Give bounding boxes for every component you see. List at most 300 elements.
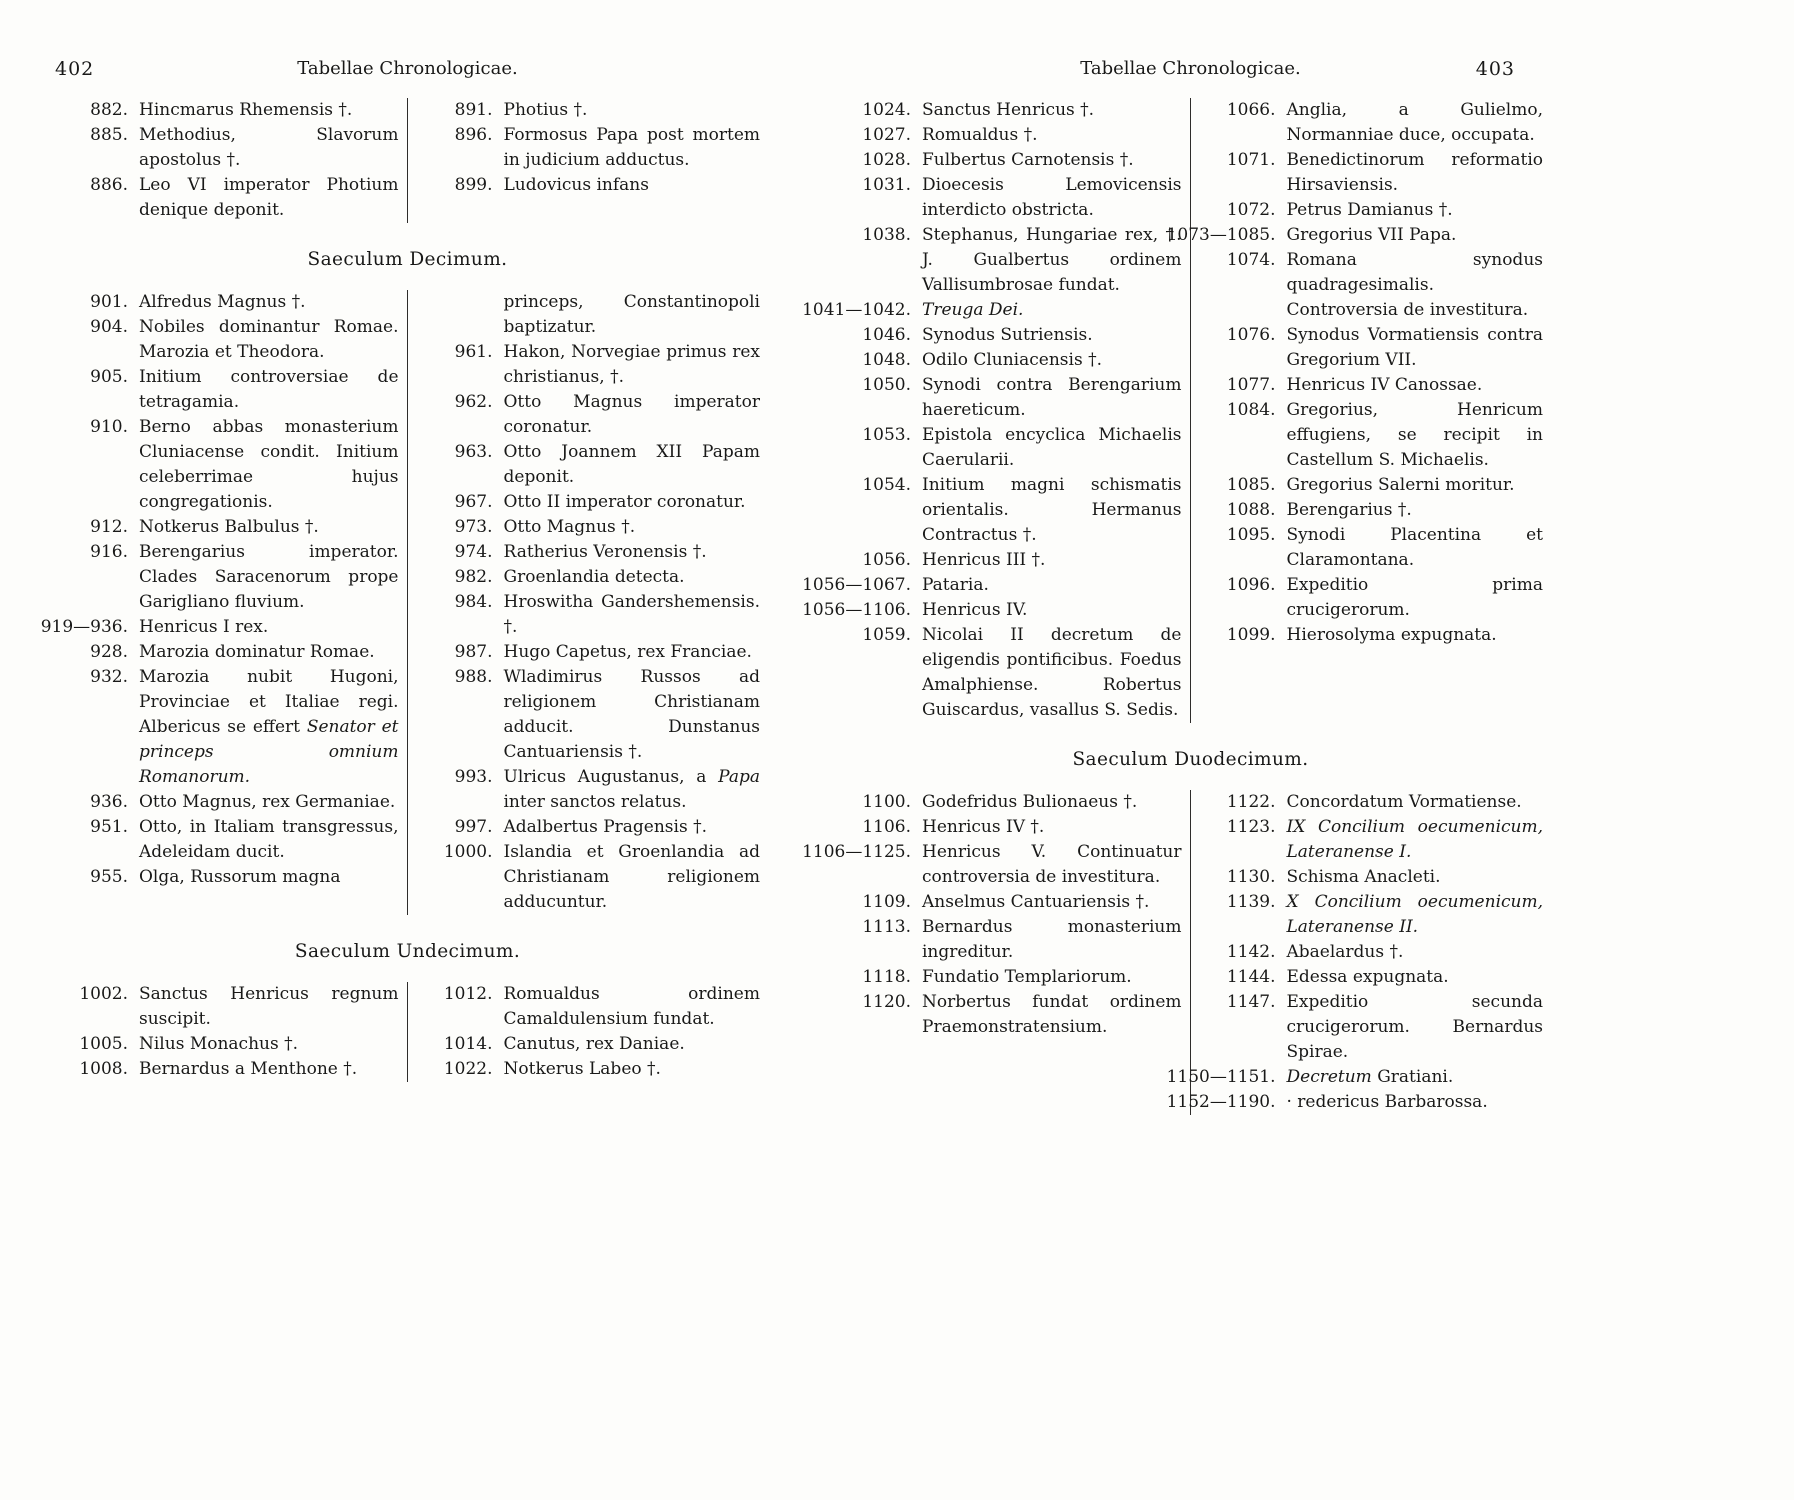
entry-year-cell <box>55 815 139 865</box>
entry-text <box>139 290 399 315</box>
entry-year: 1072. <box>1226 200 1276 220</box>
entry-year: 1144. <box>1226 967 1276 987</box>
column-left <box>802 790 1191 1115</box>
entry-text <box>504 290 761 340</box>
entry-text <box>139 790 399 815</box>
entry-year-cell <box>1203 965 1287 990</box>
entry-text-segment: Otto II imperator coronatur. <box>503 492 746 512</box>
entry-text <box>504 440 761 490</box>
entry-year: 932. <box>90 667 128 687</box>
entry-text <box>1287 890 1544 940</box>
entry-text-segment: Anglia, a Gulielmo, Normanniae duce, occupata. <box>1286 100 1543 145</box>
entry-text <box>504 540 761 565</box>
entry-text <box>1287 373 1544 398</box>
entry <box>838 790 1182 815</box>
section <box>55 941 760 1082</box>
entry <box>420 590 761 640</box>
entry-text <box>139 815 399 865</box>
entry-year: 1106. <box>862 817 911 837</box>
page-402 <box>40 58 760 1082</box>
entry-text-segment: Synodi Placentina et Claramontana. <box>1286 525 1543 570</box>
entry <box>420 440 761 490</box>
entry-year-cell <box>838 223 922 298</box>
entry-text <box>504 565 761 590</box>
entry-year-cell <box>420 440 504 490</box>
entry <box>55 123 399 173</box>
entry-text-segment: Hincmarus Rhemensis †. <box>139 100 353 120</box>
entry <box>40 615 399 640</box>
entry-text <box>922 623 1182 723</box>
entry <box>838 148 1182 173</box>
entry-text-segment: Sanctus Henricus †. <box>922 100 1095 120</box>
entry-text-segment: Methodius, Slavorum apostolus †. <box>139 125 399 170</box>
entry-text-segment: Marozia nubit Hugoni, Provinciae et Italiae regi. Albericus se effert <box>139 667 399 737</box>
entry-text-segment: Gratiani. <box>1371 1067 1454 1087</box>
entry-text <box>922 348 1182 373</box>
entry-year-cell <box>420 540 504 565</box>
entry-text <box>504 982 761 1032</box>
section-columns <box>55 98 760 223</box>
entry-text <box>139 540 399 615</box>
entry-year-cell <box>1166 223 1287 248</box>
entry <box>838 890 1182 915</box>
entry-year: 910. <box>90 417 128 437</box>
entry-text <box>1287 398 1544 473</box>
entry-year: 1048. <box>862 350 911 370</box>
entry-text <box>504 665 761 765</box>
entry-text-segment: Pataria. <box>922 575 989 595</box>
entry-year-cell <box>55 315 139 365</box>
entry-year-cell <box>420 840 504 915</box>
entry-text <box>1287 573 1544 623</box>
entry-text-segment: · redericus Barbarossa. <box>1286 1092 1488 1112</box>
section-columns <box>40 290 760 915</box>
entry <box>1203 398 1544 473</box>
entry-year-cell <box>420 290 504 340</box>
entry-text-italic: Decretum <box>1286 1067 1372 1087</box>
entry-year-cell <box>1203 573 1287 623</box>
entry-text <box>504 490 761 515</box>
page-number: 402 <box>55 58 95 80</box>
entry-text <box>1287 990 1544 1065</box>
entry-year-cell <box>802 598 922 623</box>
entry-text-segment: Bernardus monasterium ingreditur. <box>922 917 1182 962</box>
entry-text-segment: Initium magni schismatis orientalis. Hermanus Contractus †. <box>922 475 1182 545</box>
entry-year-cell <box>838 790 922 815</box>
entry-text <box>139 982 399 1032</box>
entry-year: 984. <box>454 592 493 612</box>
entry-year: 1008. <box>79 1059 128 1079</box>
entry-year: 962. <box>454 392 493 412</box>
entry <box>802 598 1182 623</box>
entry-year: 928. <box>90 642 128 662</box>
entry-year: 885. <box>90 125 128 145</box>
entry-year: 1005. <box>79 1034 128 1054</box>
entry-text-segment: Stephanus, Hungariae rex, †. J. Gualbertus ordinem Vallisumbrosae fundat. <box>922 225 1182 295</box>
page-403 <box>802 58 1543 1115</box>
entry-text-segment: Berno abbas monasterium Cluniacense condit. Initium celeberrimae hujus congregationis. <box>139 417 399 512</box>
entry-text <box>504 640 761 665</box>
entry <box>420 565 761 590</box>
entry-text-segment: Islandia et Groenlandia ad Christianam religionem adducuntur. <box>503 842 760 912</box>
entry-year: 1059. <box>862 625 911 645</box>
entry-year: 1142. <box>1226 942 1276 962</box>
entry-text <box>1287 865 1544 890</box>
entry <box>420 515 761 540</box>
entry <box>420 540 761 565</box>
page-header <box>55 58 760 92</box>
entry-year-cell <box>838 915 922 965</box>
entry <box>838 990 1182 1040</box>
entry <box>420 765 761 815</box>
entry-year: 1095. <box>1226 525 1276 545</box>
entry-text <box>922 423 1182 473</box>
entry <box>1203 965 1544 990</box>
entry <box>55 815 399 865</box>
entry-text <box>1287 198 1544 223</box>
entry-text-segment: Initium controversiae de tetragamia. <box>139 367 399 412</box>
entry <box>55 515 399 540</box>
entry-year-cell <box>55 123 139 173</box>
entry <box>55 865 399 890</box>
entry-text <box>1287 473 1544 498</box>
entry <box>55 982 399 1032</box>
entry-year: 1056—1067. <box>802 575 911 595</box>
entry-text-segment: Gregorius VII Papa. <box>1286 225 1457 245</box>
entry <box>55 365 399 415</box>
entry-year-cell <box>1203 98 1287 148</box>
entry-year-cell <box>838 98 922 123</box>
entry <box>55 98 399 123</box>
entry-year-cell <box>55 665 139 790</box>
entry-text <box>504 1057 761 1082</box>
entry-year: 1031. <box>862 175 911 195</box>
running-title: Tabellae Chronologicae. <box>297 58 518 79</box>
entry-year: 1096. <box>1226 575 1276 595</box>
entry <box>838 373 1182 423</box>
entry-year-cell <box>420 815 504 840</box>
entry-year: 1106—1125. <box>802 842 911 862</box>
entry-year: 1002. <box>79 984 128 1004</box>
section-columns <box>55 982 760 1082</box>
entry-text <box>139 415 399 515</box>
entry-text-segment: Marozia dominatur Romae. <box>139 642 375 662</box>
entry-text-segment: Groenlandia detecta. <box>503 567 685 587</box>
entry-year: 1053. <box>862 425 911 445</box>
entry-text <box>1287 965 1544 990</box>
entry-year-cell <box>55 540 139 615</box>
entry-text-segment: Anselmus Cantuariensis †. <box>922 892 1150 912</box>
entry-year-cell <box>55 640 139 665</box>
entry-year: 961. <box>454 342 493 362</box>
entry <box>838 423 1182 473</box>
entry <box>1203 198 1544 223</box>
entry <box>1203 790 1544 815</box>
entry-year: 993. <box>454 767 493 787</box>
entry <box>1166 1090 1544 1115</box>
entry <box>420 173 761 198</box>
entry <box>420 815 761 840</box>
entry <box>1166 1065 1544 1090</box>
entry <box>1203 248 1544 323</box>
entry-year-cell <box>1203 473 1287 498</box>
entry-year-cell <box>802 840 922 890</box>
entry-year: 1071. <box>1226 150 1276 170</box>
entry-year: 1050. <box>862 375 911 395</box>
entry-year: 901. <box>90 292 128 312</box>
entry-year-cell <box>838 373 922 423</box>
entry-text-segment: Hakon, Norvegiae primus rex christianus, †. <box>503 342 760 387</box>
entry-year-cell <box>1203 865 1287 890</box>
entry-text <box>504 815 761 840</box>
entry-year-cell <box>55 290 139 315</box>
entry-year-cell <box>1203 890 1287 940</box>
entry-year-cell <box>55 173 139 223</box>
entry-text-italic: Senator et princeps omnium Romanorum. <box>139 717 399 787</box>
entry-year-cell <box>1203 523 1287 573</box>
entry-year: 1054. <box>862 475 911 495</box>
entry-text-segment: Synodus Sutriensis. <box>922 325 1093 345</box>
entry-year-cell <box>420 98 504 123</box>
entry-text <box>922 790 1182 815</box>
entry-text <box>922 840 1182 890</box>
entry-year-cell <box>55 515 139 540</box>
entry-text <box>1287 248 1544 323</box>
entry-text <box>139 665 399 790</box>
entry-year: 1038. <box>862 225 911 245</box>
entry-text <box>139 98 399 123</box>
entry-text <box>922 223 1182 298</box>
entry-text <box>1287 790 1544 815</box>
entry-year: 896. <box>454 125 493 145</box>
entry-text-segment: Alfredus Magnus †. <box>139 292 306 312</box>
entry-year: 1074. <box>1226 250 1276 270</box>
entry <box>1203 573 1544 623</box>
entry-year-cell <box>420 515 504 540</box>
entry-year: 1122. <box>1226 792 1276 812</box>
entry-text-segment: Henricus I rex. <box>139 617 269 637</box>
entry-year-cell <box>55 1057 139 1082</box>
entry-text <box>1287 523 1544 573</box>
entry-year: 1085. <box>1226 475 1276 495</box>
entry-text <box>922 990 1182 1040</box>
entry-text-segment: Norbertus fundat ordinem Praemonstratensium. <box>922 992 1182 1037</box>
entry-text-segment: Ratherius Veronensis †. <box>503 542 707 562</box>
entry-text <box>1287 223 1544 248</box>
entry-year: 1147. <box>1226 992 1276 1012</box>
entry-year: 1066. <box>1226 100 1276 120</box>
entry <box>55 415 399 515</box>
entry <box>838 323 1182 348</box>
entry <box>802 840 1182 890</box>
entry-year-cell <box>55 365 139 415</box>
entry <box>838 915 1182 965</box>
entry-year-cell <box>802 573 922 598</box>
entry-text-segment: Notkerus Labeo †. <box>503 1059 661 1079</box>
entry-text-segment: Henricus IV. <box>922 600 1028 620</box>
entry <box>838 815 1182 840</box>
entry-year-cell <box>420 123 504 173</box>
entry-year-cell <box>420 665 504 765</box>
entry-year: 951. <box>90 817 128 837</box>
entry-text-segment: Notkerus Balbulus †. <box>139 517 319 537</box>
entry-year: 1056—1106. <box>802 600 911 620</box>
entry-year: 905. <box>90 367 128 387</box>
entry-text <box>1287 940 1544 965</box>
entry-year: 1073—1085. <box>1166 225 1276 245</box>
entry-text-segment: Benedictinorum reformatio Hirsaviensis. <box>1286 150 1543 195</box>
running-title: Tabellae Chronologicae. <box>1080 58 1301 79</box>
entry-text <box>139 123 399 173</box>
entry-text-segment: Odilo Cluniacensis †. <box>922 350 1102 370</box>
entry-text-segment: Photius †. <box>503 100 588 120</box>
entry-year: 1120. <box>862 992 911 1012</box>
entry-text-italic: IX Concilium oecumenicum, Lateranense I. <box>1286 817 1543 862</box>
entry <box>55 640 399 665</box>
entry-year-cell <box>420 590 504 640</box>
entry <box>838 173 1182 223</box>
entry-text <box>922 548 1182 573</box>
entry <box>1203 498 1544 523</box>
entry-text-segment: Expeditio prima crucigerorum. <box>1286 575 1543 620</box>
entry <box>802 573 1182 598</box>
entry <box>55 1057 399 1082</box>
section-columns <box>802 790 1543 1115</box>
entry-text <box>922 123 1182 148</box>
entry-year-cell <box>420 490 504 515</box>
entry <box>1203 373 1544 398</box>
entry-year: 1024. <box>862 100 911 120</box>
entry <box>1203 815 1544 865</box>
entry <box>1203 98 1544 148</box>
entry-year-cell <box>838 990 922 1040</box>
entry-text <box>504 765 761 815</box>
entry-year-cell <box>838 423 922 473</box>
entry-text-segment: Abaelardus †. <box>1286 942 1404 962</box>
entry-text <box>1287 148 1544 198</box>
entry-text-italic: Treuga Dei. <box>922 300 1024 320</box>
entry-year-cell <box>1203 940 1287 965</box>
entry-year: 1113. <box>862 917 911 937</box>
entry-text <box>922 573 1182 598</box>
entry-text-segment: Synodus Vormatiensis contra Gregorium VII. <box>1286 325 1543 370</box>
column-right <box>1166 790 1544 1115</box>
entry-text <box>922 98 1182 123</box>
entry-text <box>922 890 1182 915</box>
entry-text <box>922 148 1182 173</box>
entry <box>55 1032 399 1057</box>
entry-year: 1022. <box>443 1059 493 1079</box>
entry-text <box>139 515 399 540</box>
entry-year-cell <box>420 173 504 198</box>
entry-year-cell <box>838 473 922 548</box>
entry-text-segment: Hugo Capetus, rex Franciae. <box>503 642 752 662</box>
entry <box>1203 523 1544 573</box>
entry-text-segment: Concordatum Vormatiense. <box>1286 792 1522 812</box>
entry-text <box>922 298 1182 323</box>
entry-text-segment: Hierosolyma expugnata. <box>1286 625 1497 645</box>
entry-year-cell <box>1203 248 1287 323</box>
entry-year-cell <box>1203 790 1287 815</box>
entry <box>802 298 1182 323</box>
entry-text-segment: Wladimirus Russos ad religionem Christianam adducit. Dunstanus Cantuariensis †. <box>503 667 760 762</box>
section <box>40 249 760 915</box>
entry <box>420 290 761 340</box>
entry-text <box>139 173 399 223</box>
entry-text-italic: Papa <box>718 767 760 787</box>
entry-year: 1077. <box>1226 375 1276 395</box>
entry <box>420 665 761 765</box>
entry-text-segment: Henricus III †. <box>922 550 1046 570</box>
entry-year: 1100. <box>862 792 911 812</box>
entry-year: 988. <box>454 667 493 687</box>
entry <box>420 1057 761 1082</box>
entry-text-segment: Otto Magnus imperator coronatur. <box>503 392 760 437</box>
entry-year-cell <box>420 1057 504 1082</box>
column-right <box>1166 98 1544 723</box>
column-left <box>55 98 408 223</box>
sections <box>802 98 1543 1115</box>
entry-text <box>139 365 399 415</box>
entry-text-segment: Formosus Papa post mortem in judicium adductus. <box>503 125 760 170</box>
entry-year: 904. <box>90 317 128 337</box>
entry <box>420 640 761 665</box>
entry-year-cell <box>1203 498 1287 523</box>
entry-text-segment: Henricus IV †. <box>922 817 1045 837</box>
entry-year: 973. <box>454 517 493 537</box>
entry-text-segment: Fulbertus Carnotensis †. <box>922 150 1134 170</box>
entry <box>420 490 761 515</box>
column-left <box>802 98 1191 723</box>
entry-year-cell <box>55 1032 139 1057</box>
entry-year-cell <box>1166 1065 1287 1090</box>
entry-text-segment: Sanctus Henricus regnum suscipit. <box>139 984 399 1029</box>
entry <box>1203 323 1544 373</box>
entry-year: 1088. <box>1226 500 1276 520</box>
entry-year-cell <box>838 348 922 373</box>
section <box>55 98 760 223</box>
section <box>802 98 1543 723</box>
entry-year: 1123. <box>1226 817 1276 837</box>
entry-text-segment: Expeditio secunda crucigerorum. Bernardus Spirae. <box>1286 992 1543 1062</box>
entry-year: 1139. <box>1226 892 1276 912</box>
section-heading: Saeculum Duodecimum. <box>1072 749 1309 770</box>
entry <box>838 348 1182 373</box>
entry-text-segment: Dioecesis Lemovicensis interdicto obstricta. <box>922 175 1182 220</box>
entry-year-cell <box>1203 990 1287 1065</box>
entry-year: 1014. <box>443 1034 493 1054</box>
column-left <box>40 290 408 915</box>
entry-year-cell <box>838 173 922 223</box>
entry <box>420 123 761 173</box>
entry-year: 974. <box>454 542 493 562</box>
entry-text <box>1287 623 1544 648</box>
entry-text <box>139 640 399 665</box>
entry-year-cell <box>420 340 504 390</box>
entry-text-segment: Fundatio Templariorum. <box>922 967 1132 987</box>
entry <box>1203 890 1544 940</box>
entry-year: 916. <box>90 542 128 562</box>
entry-year: 891. <box>454 100 493 120</box>
entry-text <box>139 1057 399 1082</box>
entry-year-cell <box>40 615 139 640</box>
entry-year: 1150—1151. <box>1166 1067 1276 1087</box>
entry-year: 1076. <box>1226 325 1276 345</box>
entry-year: 1084. <box>1226 400 1276 420</box>
entry-year: 1109. <box>862 892 911 912</box>
entry-text-segment: Nicolai II decretum de eligendis pontificibus. Foedus Amalphiense. Robertus Guiscardus, vasallus S. Sedis. <box>922 625 1182 720</box>
entry-text-segment: Nobiles dominantur Romae. Marozia et Theodora. <box>139 317 399 362</box>
